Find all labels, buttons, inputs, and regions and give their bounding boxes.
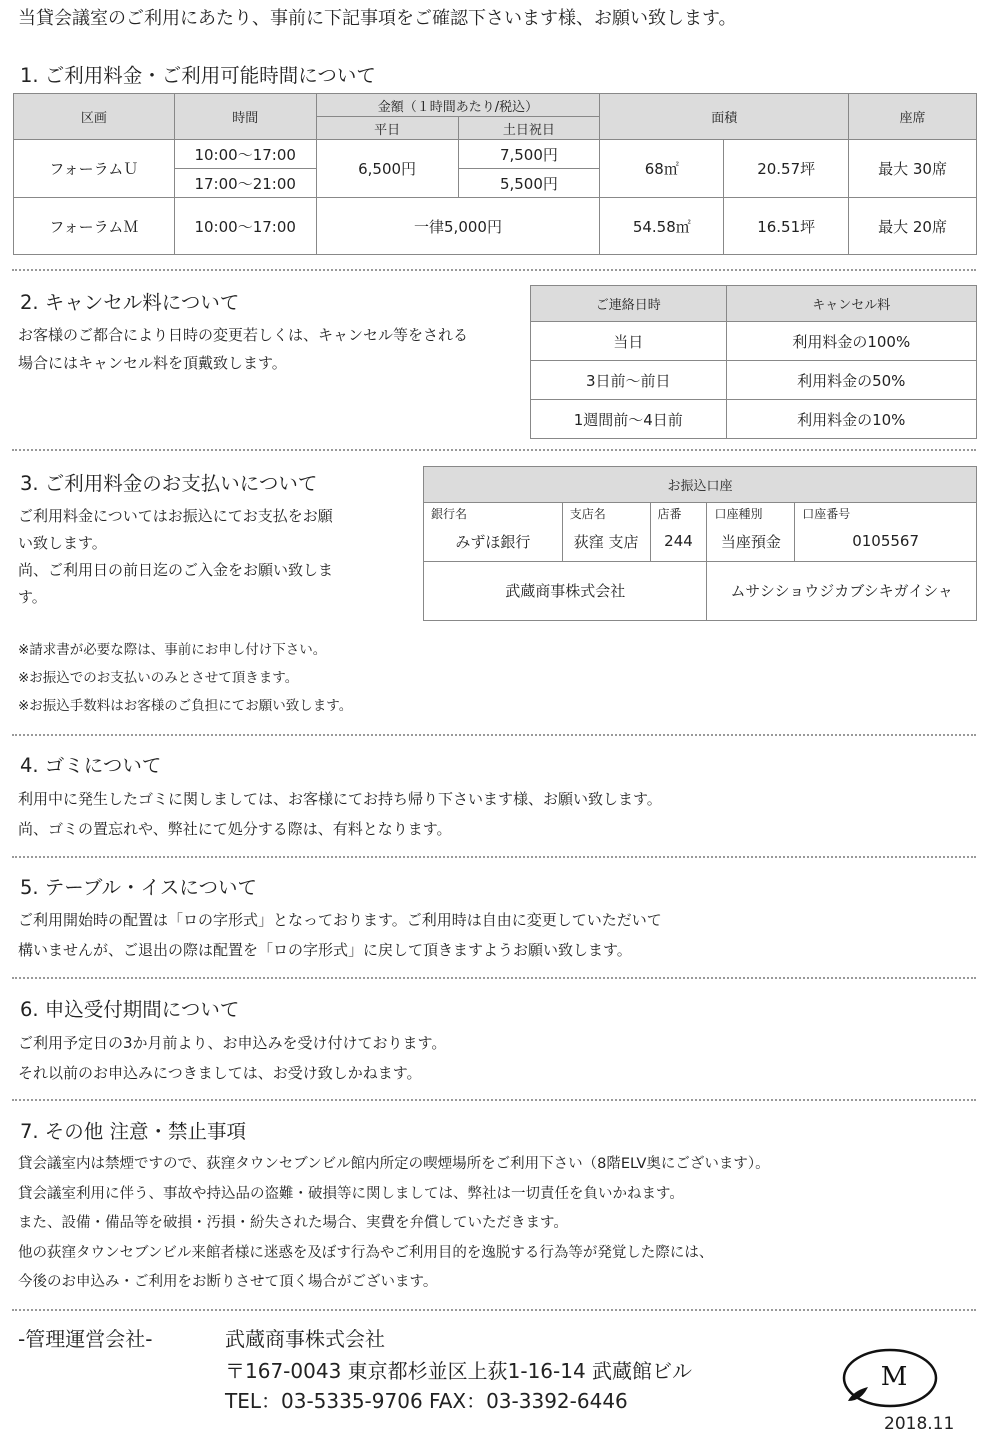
cancel-when: 当日 <box>531 322 727 361</box>
divider <box>12 1309 976 1311</box>
section-2-body <box>18 320 468 378</box>
forum-m-time: 10:00～17:00 <box>174 198 316 255</box>
branch-name: 荻窪 支店 <box>562 522 650 561</box>
bank-name-label: 銀行名 <box>424 503 563 523</box>
text-line: 尚、ご利用日の前日迄のご入金をお願い致しま <box>18 561 334 579</box>
text-line: ご利用予定日の3か月前より、お申込みを受け付けております。 <box>18 1034 447 1052</box>
text-line: 場合にはキャンセル料を頂戴致します。 <box>18 354 287 372</box>
section-3-body <box>18 503 333 611</box>
text-line: お客様のご都合により日時の変更若しくは、キャンセル等をされる <box>18 326 469 344</box>
cancel-fee: 利用料金の10% <box>726 400 976 439</box>
forum-m-tsubo: 16.51坪 <box>724 198 849 255</box>
section-6-title: 6. 申込受付期間について <box>20 998 240 1021</box>
forum-u-seats: 最大 30席 <box>849 140 977 198</box>
company-address: 〒167-0043 東京都杉並区上荻1-16-14 武蔵館ビル <box>225 1359 693 1383</box>
text-line: 構いませんが、ご退出の際は配置を「ロの字形式」に戻して頂きますようお願い致します。 <box>18 941 632 959</box>
header-weekday: 平日 <box>316 117 458 140</box>
note-line: ※お振込でのお支払いのみとさせて頂きます。 <box>18 670 299 686</box>
text-line: 貸会議室利用に伴う、事故や持込品の盗難・破損等に関しましては、弊社は一切責任を負いかねます。 <box>18 1185 684 1202</box>
divider <box>12 269 976 271</box>
header-cancel-fee: キャンセル料 <box>726 286 976 322</box>
bank-account-table <box>423 466 977 621</box>
bank-table-title: お振込口座 <box>424 467 977 503</box>
divider <box>12 449 976 451</box>
divider <box>12 856 976 858</box>
header-holiday: 土日祝日 <box>458 117 600 140</box>
text-line: 他の荻窪タウンセブンビル来館者様に迷惑を及ぼす行為やご利用目的を逸脱する行為等が発覚した際には、 <box>18 1244 714 1261</box>
forum-u-weekday-price: 6,500円 <box>316 140 458 198</box>
text-line: ご利用開始時の配置は「ロの字形式」となっております。ご利用時は自由に変更していただいて <box>18 911 662 929</box>
forum-m-flat-price: 一律5,000円 <box>316 198 600 255</box>
text-line: す。 <box>18 588 47 606</box>
cancel-when: 1週間前～4日前 <box>531 400 727 439</box>
divider <box>12 734 976 736</box>
forum-m-name: フォーラムＭ <box>14 198 175 255</box>
divider <box>12 977 976 979</box>
branch-number-label: 店番 <box>650 503 707 523</box>
header-area: 区画 <box>14 94 175 140</box>
cancel-fee-table <box>530 285 977 439</box>
section-3-title: 3. ご利用料金のお支払いについて <box>20 472 318 495</box>
section-7-title: 7. その他 注意・禁止事項 <box>20 1120 247 1143</box>
text-line: 尚、ゴミの置忘れや、弊社にて処分する際は、有料となります。 <box>18 820 452 838</box>
company-contact: TEL：03-5335-9706 FAX：03-3392-6446 <box>225 1389 628 1413</box>
section-4-title: 4. ゴミについて <box>20 754 162 777</box>
account-type: 当座預金 <box>707 522 795 561</box>
forum-u-time-1: 10:00～17:00 <box>174 140 316 169</box>
management-company-label: -管理運営会社- <box>18 1327 153 1351</box>
forum-u-holiday-price-1: 7,500円 <box>458 140 600 169</box>
account-type-label: 口座種別 <box>707 503 795 523</box>
account-number: 0105567 <box>795 522 977 561</box>
text-line: 利用中に発生したゴミに関しましては、お客様にてお持ち帰り下さいます様、お願い致します。 <box>18 790 662 808</box>
forum-m-sqm: 54.58㎡ <box>600 198 724 255</box>
header-amount: 金額（１時間あたり/税込） <box>316 94 600 117</box>
section-5-title: 5. テーブル・イスについて <box>20 876 257 899</box>
header-contact-date: ご連絡日時 <box>531 286 727 322</box>
branch-number: 244 <box>650 522 707 561</box>
section-5-body <box>18 905 662 965</box>
header-seats: 座席 <box>849 94 977 140</box>
account-holder: 武蔵商事株式会社 <box>424 561 707 620</box>
divider <box>12 1099 976 1101</box>
account-holder-kana: ムサシショウジカブシキガイシャ <box>707 561 977 620</box>
forum-u-holiday-price-2: 5,500円 <box>458 169 600 198</box>
cancel-fee: 利用料金の100% <box>726 322 976 361</box>
forum-u-sqm: 68㎡ <box>600 140 724 198</box>
company-name: 武蔵商事株式会社 <box>225 1327 385 1351</box>
pricing-table <box>13 93 977 255</box>
text-line: 貸会議室内は禁煙ですので、荻窪タウンセブンビル館内所定の喫煙場所をご利用下さい（8階ELV奥にございます）。 <box>18 1156 770 1172</box>
forum-u-name: フォーラムＵ <box>14 140 175 198</box>
section-6-body <box>18 1028 446 1088</box>
document-date: 2018.11 <box>884 1414 955 1434</box>
section-3-notes <box>18 636 352 720</box>
account-number-label: 口座番号 <box>795 503 977 523</box>
bank-name: みずほ銀行 <box>424 522 563 561</box>
section-1-title: 1. ご利用料金・ご利用可能時間について <box>20 64 376 87</box>
section-4-body <box>18 784 662 844</box>
note-line: ※請求書が必要な際は、事前にお申し付け下さい。 <box>18 642 327 658</box>
company-logo <box>838 1343 942 1417</box>
forum-m-seats: 最大 20席 <box>849 198 977 255</box>
cancel-fee: 利用料金の50% <box>726 361 976 400</box>
section-7-body <box>18 1150 770 1298</box>
text-line: ご利用料金についてはお振込にてお支払をお願 <box>18 507 333 525</box>
section-2-title: 2. キャンセル料について <box>20 291 240 314</box>
logo-letter: M <box>880 1362 908 1392</box>
header-time: 時間 <box>174 94 316 140</box>
cancel-when: 3日前～前日 <box>531 361 727 400</box>
note-line: ※お振込手数料はお客様のご負担にてお願い致します。 <box>18 698 353 714</box>
text-line: い致します。 <box>18 534 107 552</box>
forum-u-time-2: 17:00～21:00 <box>174 169 316 198</box>
branch-name-label: 支店名 <box>562 503 650 523</box>
intro-text: 当貸会議室のご利用にあたり、事前に下記事項をご確認下さいます様、お願い致します。 <box>18 8 737 29</box>
text-line: それ以前のお申込みにつきましては、お受け致しかねます。 <box>18 1064 422 1082</box>
header-floor-area: 面積 <box>600 94 849 140</box>
text-line: 今後のお申込み・ご利用をお断りさせて頂く場合がございます。 <box>18 1274 438 1290</box>
forum-u-tsubo: 20.57坪 <box>724 140 849 198</box>
text-line: また、設備・備品等を破損・汚損・紛失された場合、実費を弁償していただきます。 <box>18 1215 568 1231</box>
